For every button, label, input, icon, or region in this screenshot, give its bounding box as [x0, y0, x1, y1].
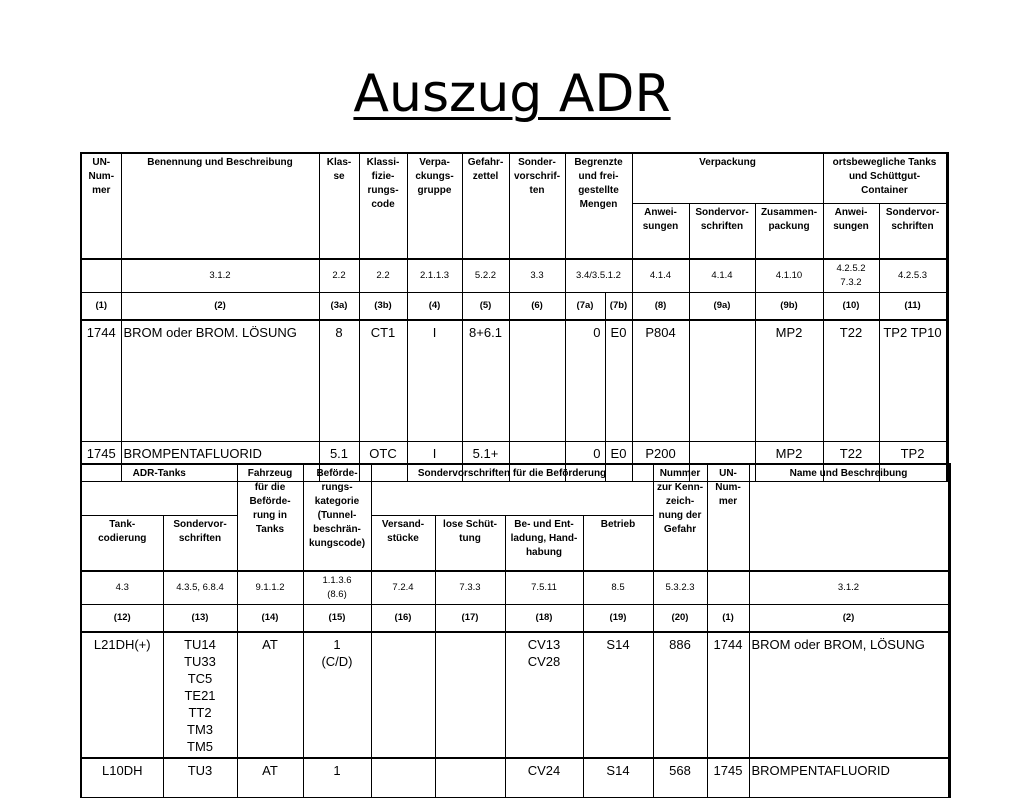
header-labels: Gefahr- zettel	[462, 153, 509, 259]
ref-cell: 4.3.5, 6.8.4	[163, 571, 237, 605]
ref-cell: 7.5.11	[505, 571, 583, 605]
header-operation: Betrieb	[583, 515, 653, 571]
packing-group-cell: I	[407, 442, 462, 482]
hazard-number-cell: 568	[653, 758, 707, 798]
header-un-number: UN- Num- mer	[707, 464, 749, 571]
column-number: (3a)	[319, 293, 359, 320]
packages-cell	[371, 632, 435, 758]
table-row	[81, 632, 949, 758]
header-portable-tanks: ortsbewegliche Tanks und Schüttgut- Container	[823, 153, 947, 203]
operation-cell: S14	[583, 758, 653, 798]
ref-cell: 5.2.2	[462, 259, 509, 293]
header-mixed-packing: Zusammen- packung	[755, 203, 823, 259]
tank-special-cell: TU14 TU33 TC5 TE21 TT2 TM3 TM5	[163, 632, 237, 758]
ref-cell: 1.1.3.6 (8.6)	[303, 571, 371, 605]
labels-cell: 8+6.1	[462, 320, 509, 442]
excepted-quantity-cell: E0	[605, 442, 632, 482]
ref-cell: 4.1.4	[689, 259, 755, 293]
column-number: (13)	[163, 605, 237, 632]
ref-cell: 3.4/3.5.1.2	[565, 259, 632, 293]
un-number-cell: 1744	[707, 632, 749, 758]
column-number: (7b)	[605, 293, 632, 320]
ref-cell: 4.2.5.3	[879, 259, 947, 293]
header-transport-category: Beförde- rungs- kategorie (Tunnel- beschrän- kungscode)	[303, 464, 371, 571]
header-transport-special-provisions: Sondervorschriften für die Beförderung	[371, 464, 653, 515]
ref-cell: 3.1.2	[121, 259, 319, 293]
column-number: (1)	[707, 605, 749, 632]
ref-cell: 7.3.3	[435, 571, 505, 605]
ref-cell	[81, 259, 121, 293]
header-packaging: Verpackung	[632, 153, 823, 203]
packaging-special-cell	[689, 320, 755, 442]
table-row	[81, 320, 947, 442]
header-hazard-number: Nummer zur Kenn- zeich- nung der Gefahr	[653, 464, 707, 571]
ref-cell	[707, 571, 749, 605]
limited-quantity-cell: 0	[565, 442, 605, 482]
name-cell: BROM oder BROM. LÖSUNG	[121, 320, 319, 442]
tank-code-cell: L21DH(+)	[81, 632, 163, 758]
column-number: (16)	[371, 605, 435, 632]
header-adr-tanks: ADR-Tanks	[81, 464, 237, 515]
adr-table-excerpt-2	[80, 463, 960, 778]
header-classification-code: Klassi- fizie- rungs- code	[359, 153, 407, 259]
transport-category-cell: 1	[303, 758, 371, 798]
tank-special-cell: TP2 TP10	[879, 320, 947, 442]
ref-cell: 4.3	[81, 571, 163, 605]
dangerous-goods-list-table	[80, 152, 949, 482]
ref-cell: 4.1.10	[755, 259, 823, 293]
header-special-provisions: Sonder- vorschrif- ten	[509, 153, 565, 259]
ref-cell: 7.2.4	[371, 571, 435, 605]
ref-cell: 9.1.1.2	[237, 571, 303, 605]
packaging-instruction-cell: P200	[632, 442, 689, 482]
column-number: (12)	[81, 605, 163, 632]
column-number: (9b)	[755, 293, 823, 320]
classification-code-cell: CT1	[359, 320, 407, 442]
header-un-number: UN- Num- mer	[81, 153, 121, 259]
class-cell: 5.1	[319, 442, 359, 482]
header-tank-special-provisions: Sondervor- schriften	[879, 203, 947, 259]
vehicle-cell: AT	[237, 632, 303, 758]
packaging-instruction-cell: P804	[632, 320, 689, 442]
vehicle-cell: AT	[237, 758, 303, 798]
bulk-cell	[435, 632, 505, 758]
ref-cell: 4.2.5.2 7.3.2	[823, 259, 879, 293]
packing-group-cell: I	[407, 320, 462, 442]
ref-cell: 2.1.1.3	[407, 259, 462, 293]
header-name-description: Name und Beschreibung	[749, 464, 949, 571]
ref-cell: 2.2	[359, 259, 407, 293]
column-number: (18)	[505, 605, 583, 632]
header-bulk: lose Schüt- tung	[435, 515, 505, 571]
excepted-quantity-cell: E0	[605, 320, 632, 442]
header-tank-special-provisions: Sondervor- schriften	[163, 515, 237, 571]
column-number: (3b)	[359, 293, 407, 320]
header-class: Klas- se	[319, 153, 359, 259]
column-number: (2)	[121, 293, 319, 320]
tank-special-cell: TU3	[163, 758, 237, 798]
column-number: (6)	[509, 293, 565, 320]
name-cell: BROM oder BROM, LÖSUNG	[749, 632, 949, 758]
adr-table-excerpt-1	[80, 152, 950, 461]
header-vehicle: Fahrzeug für die Beförde- rung in Tanks	[237, 464, 303, 571]
transport-category-cell: 1 (C/D)	[303, 632, 371, 758]
header-name-description: Benennung und Beschreibung	[121, 153, 319, 259]
header-tank-code: Tank- codierung	[81, 515, 163, 571]
column-number: (2)	[749, 605, 949, 632]
ref-cell: 8.5	[583, 571, 653, 605]
loading-cell: CV13 CV28	[505, 632, 583, 758]
header-loading-handling: Be- und Ent- ladung, Hand- habung	[505, 515, 583, 571]
column-number: (11)	[879, 293, 947, 320]
ref-cell: 3.1.2	[749, 571, 949, 605]
classification-code-cell: OTC	[359, 442, 407, 482]
name-cell: BROMPENTAFLUORID	[749, 758, 949, 798]
tank-special-cell: TP2	[879, 442, 947, 482]
ref-cell: 2.2	[319, 259, 359, 293]
table-row	[81, 758, 949, 798]
header-packages: Versand- stücke	[371, 515, 435, 571]
tank-instruction-cell: T22	[823, 320, 879, 442]
column-number: (15)	[303, 605, 371, 632]
class-cell: 8	[319, 320, 359, 442]
header-packaging-special-provisions: Sondervor- schriften	[689, 203, 755, 259]
column-number: (7a)	[565, 293, 605, 320]
loading-cell: CV24	[505, 758, 583, 798]
mixed-packing-cell: MP2	[755, 442, 823, 482]
column-number: (9a)	[689, 293, 755, 320]
ref-cell: 5.3.2.3	[653, 571, 707, 605]
limited-quantity-cell: 0	[565, 320, 605, 442]
tank-instruction-cell: T22	[823, 442, 879, 482]
header-limited-quantities: Begrenzte und frei- gestellte Mengen	[565, 153, 632, 259]
column-number: (20)	[653, 605, 707, 632]
column-number: (10)	[823, 293, 879, 320]
name-cell: BROMPENTAFLUORID	[121, 442, 319, 482]
header-packing-group: Verpa- ckungs- gruppe	[407, 153, 462, 259]
column-number: (8)	[632, 293, 689, 320]
page-title: Auszug ADR	[353, 64, 671, 124]
header-packaging-instructions: Anwei- sungen	[632, 203, 689, 259]
hazard-number-cell: 886	[653, 632, 707, 758]
column-number: (19)	[583, 605, 653, 632]
column-number: (4)	[407, 293, 462, 320]
column-number: (1)	[81, 293, 121, 320]
packages-cell	[371, 758, 435, 798]
header-tank-instructions: Anwei- sungen	[823, 203, 879, 259]
un-number-cell: 1744	[81, 320, 121, 442]
ref-cell: 3.3	[509, 259, 565, 293]
column-number: (5)	[462, 293, 509, 320]
labels-cell: 5.1+	[462, 442, 509, 482]
un-number-cell: 1745	[707, 758, 749, 798]
tank-transport-table	[80, 463, 951, 798]
operation-cell: S14	[583, 632, 653, 758]
column-number: (14)	[237, 605, 303, 632]
tank-code-cell: L10DH	[81, 758, 163, 798]
mixed-packing-cell: MP2	[755, 320, 823, 442]
un-number-cell: 1745	[81, 442, 121, 482]
column-number: (17)	[435, 605, 505, 632]
ref-cell: 4.1.4	[632, 259, 689, 293]
bulk-cell	[435, 758, 505, 798]
special-provisions-cell	[509, 320, 565, 442]
